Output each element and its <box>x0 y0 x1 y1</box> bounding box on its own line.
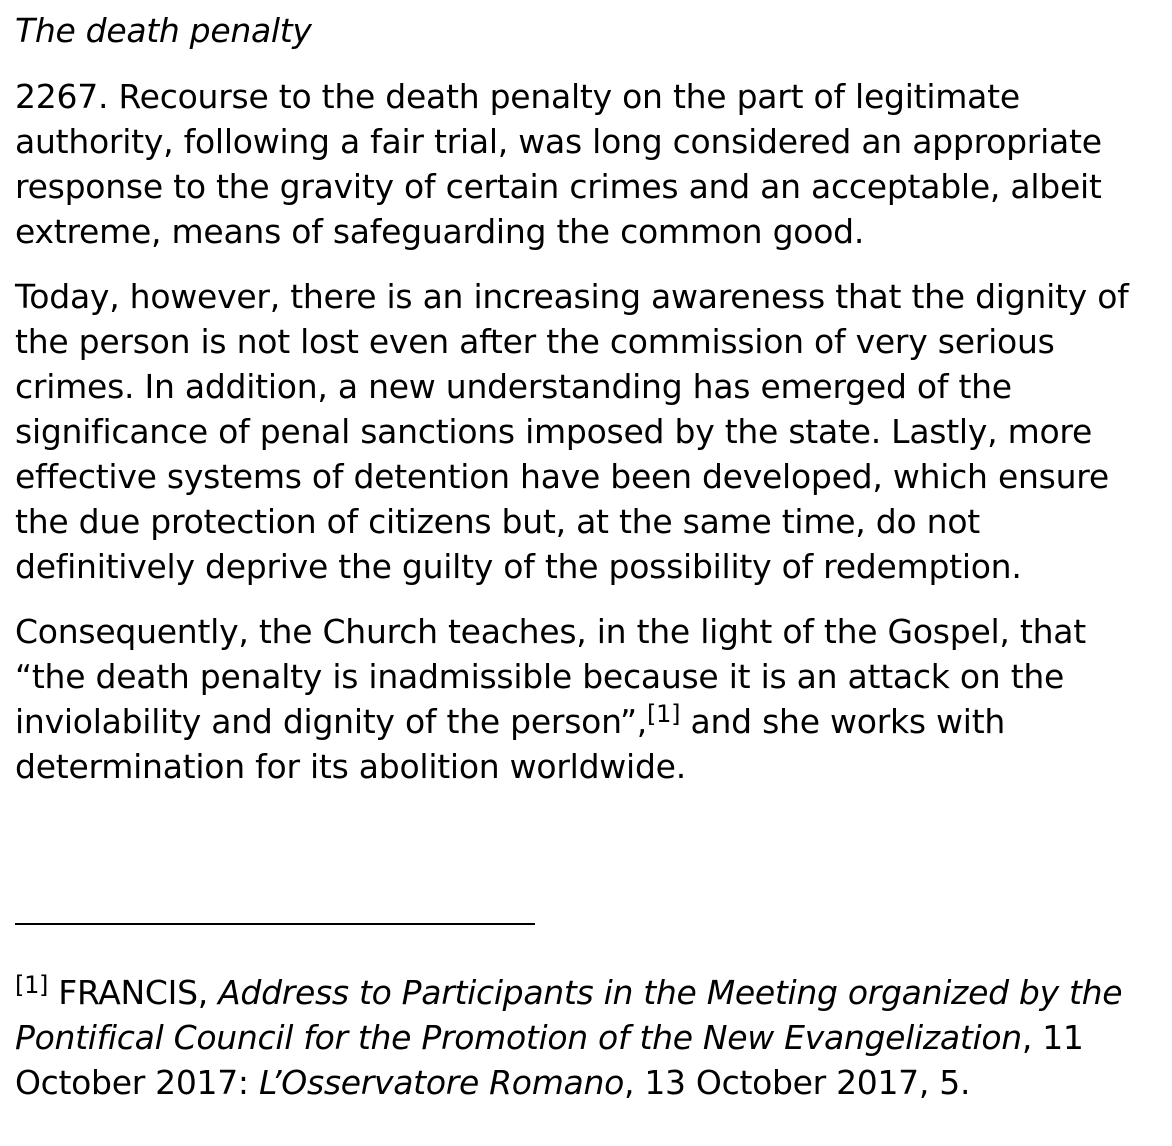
footnote-author: FRANCIS, <box>48 973 219 1012</box>
section-heading: The death penalty <box>15 11 312 50</box>
footnote-divider <box>15 923 535 925</box>
paragraph-2267: 2267. Recourse to the death penalty on the part of legitimate authority, following a fair trial, was long considered an appropriate response to the gravity of certain crimes and an acceptable, albeit extreme, means of safeguarding the common good. <box>15 77 1102 251</box>
footnote <box>15 970 1155 1105</box>
paragraph-consequently-tail: and she works with determination for its abolition worldwide. <box>15 702 1006 786</box>
footnote-title: Address to Participants in the Meeting organized by the Pontifical Council for the Promotion of the New Evangelization <box>15 973 1123 1057</box>
footnote-marker: [1] <box>15 971 49 999</box>
footnote-date: , 11 October 2017: <box>15 1018 1084 1102</box>
paragraph-dignity: Today, however, there is an increasing awareness that the dignity of the person is not lost even after the commission of very serious crimes. In addition, a new understanding has emerged of the significance of penal sanctions imposed by the state. Lastly, more effective systems of detention have been developed, which ensure the due protection of citizens but, at the same time, do not definitively deprive the guilty of the possibility of redemption. <box>15 277 1129 586</box>
footnote-reference-link[interactable]: [1] <box>647 700 681 728</box>
document-body <box>15 8 1145 809</box>
footnote-tail: , 13 October 2017, 5. <box>623 1063 971 1102</box>
paragraph-consequently-text: Consequently, the Church teaches, in the light of the Gospel, that “the death penalty is inadmissible because it is an attack on the inviolability and dignity of the person”, <box>15 612 1086 741</box>
paragraph-consequently <box>15 609 1145 789</box>
footnote-source: L’Osservatore Romano <box>258 1063 624 1102</box>
